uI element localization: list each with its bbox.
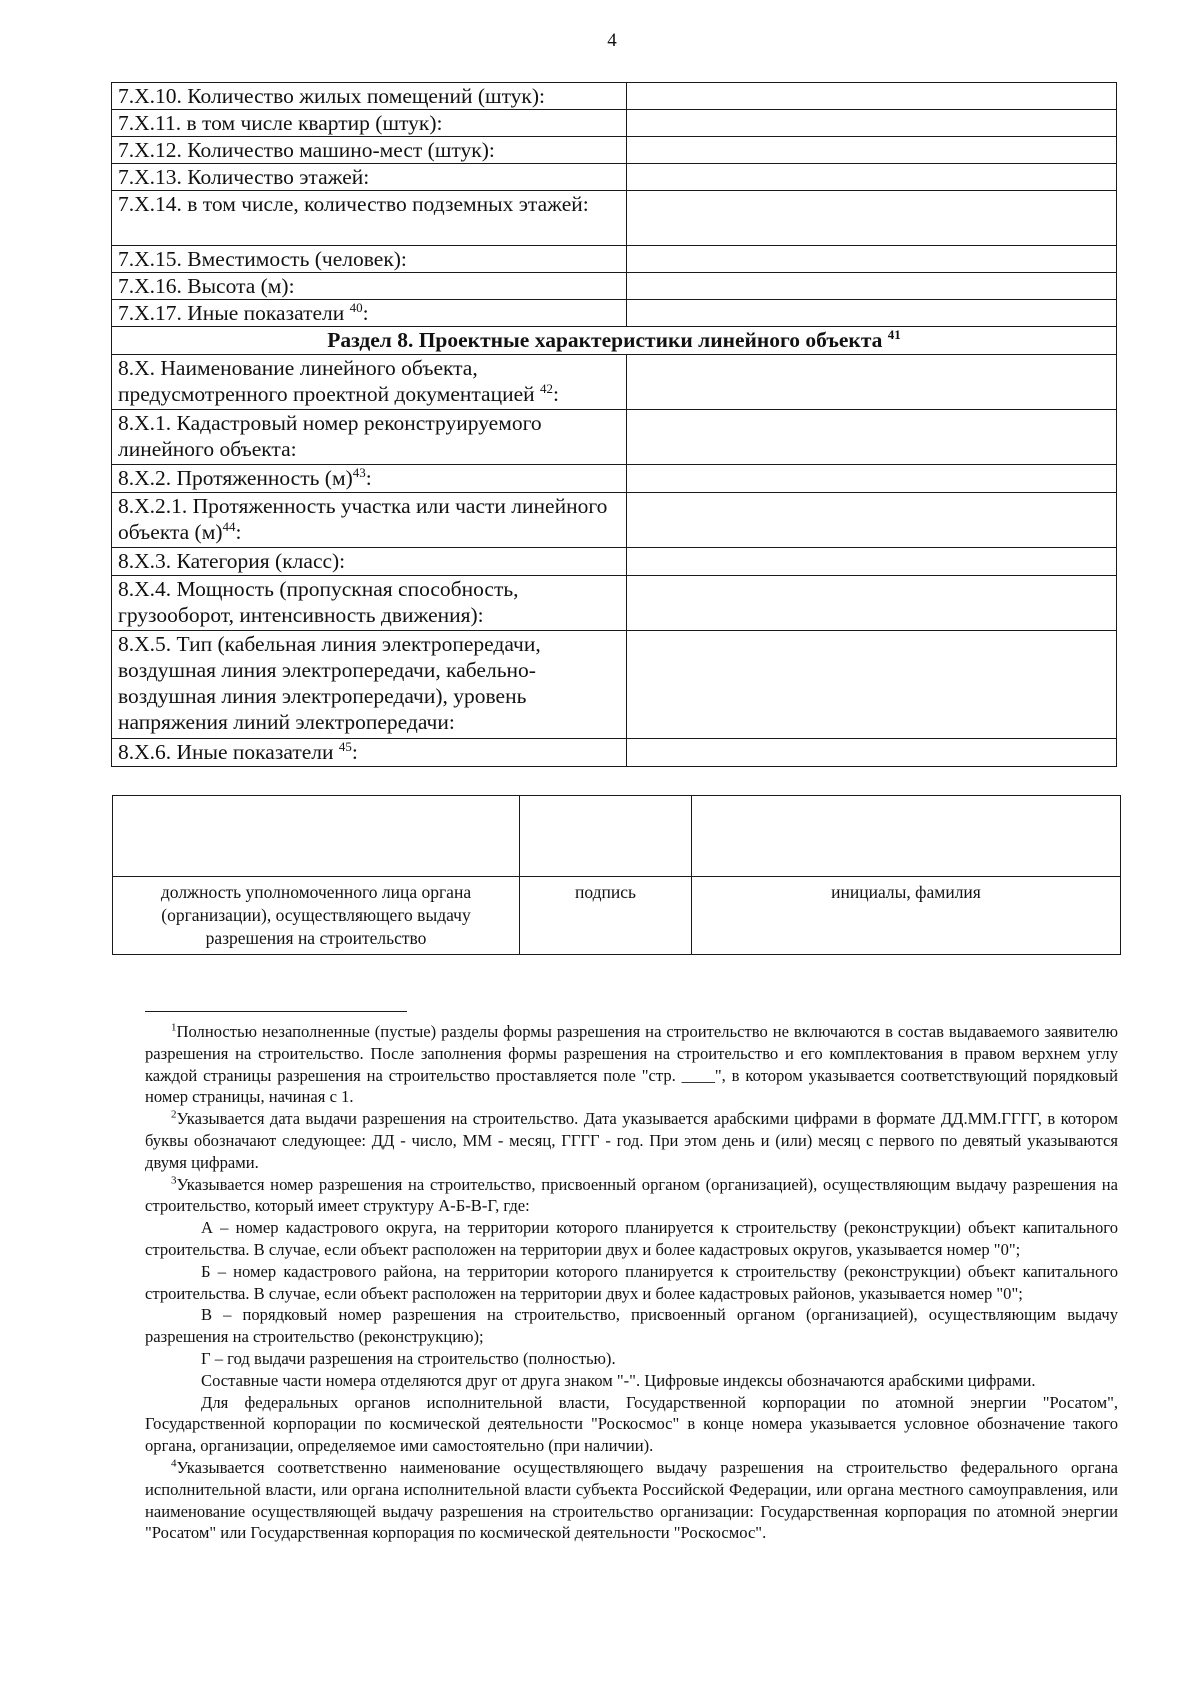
row-value [627,493,1117,548]
table-row [112,273,1117,300]
table-row [112,739,1117,767]
row-label [112,493,627,548]
page-number: 4 [607,30,617,51]
signature-caption: подпись [520,877,692,955]
footnote-ref: 43 [352,464,366,480]
footnote-paragraph: А – номер кадастрового округа, на территории которого планируется к строительству (реконструкции) объект капитального строительства. В случае, если объект расположен на территории двух и более кадастровых округов, указывается номер "0"; [145,1218,1118,1259]
footnote-ref: 44 [222,518,236,534]
row-label [112,355,627,410]
table-row [112,300,1117,327]
row-value [627,548,1117,576]
footnote-ref: 41 [887,326,901,342]
row-label-text: 8.X. Наименование линейного объекта, предусмотренного проектной документацией [118,356,535,406]
row-value [627,465,1117,493]
row-label-text: 8.X.2. Протяженность (м) [118,466,353,490]
row-value [627,576,1117,631]
row-label [112,465,627,493]
row-label: 8.X.5. Тип (кабельная линия электропередачи, воздушная линия электропередачи, кабельно-воздушная линия электропередачи), уровень напряжения линий электропередачи: [112,631,627,739]
footnote [145,1108,1118,1173]
row-label-suffix: : [362,301,369,325]
row-value [627,137,1117,164]
footnote-text: Указывается соответственно наименование осуществляющего выдачу разрешения на строительство федерального органа исполнительной власти, или органа исполнительной власти субъекта Российской Федерации, или органа местного самоуправления, или наименование осуществляющей выдачу разрешения на строительство организации: Государственная корпорация по атомной энергии "Росатом" или Государственная корпорация по космической деятельности "Роскосмос". [145,1457,1118,1543]
name-field [692,796,1121,877]
table-row [112,164,1117,191]
signature-block [112,795,1121,955]
footnote-mark: 4 [171,1457,177,1470]
table-row [112,548,1117,576]
row-value [627,273,1117,300]
footnote-paragraph: Для федеральных органов исполнительной власти, Государственной корпорации по атомной энергии "Росатом", Государственной корпорации по космической деятельности "Роскосмос" в конце номера указывается условное обозначение такого органа, организации, определяемое ими самостоятельно (при наличии). [145,1392,1118,1456]
row-value [627,110,1117,137]
footnote-ref: 42 [540,380,554,396]
row-value [627,164,1117,191]
row-label: 8.X.3. Категория (класс): [112,548,627,576]
footnote [145,1457,1118,1544]
table-row [112,410,1117,465]
table-row [112,493,1117,548]
signature-blank-row [113,796,1121,877]
table-row [112,246,1117,273]
footnote-ref: 45 [338,738,352,754]
table-row [112,110,1117,137]
table-row [112,191,1117,246]
table-row [112,137,1117,164]
table-row [112,355,1117,410]
row-label [112,300,627,327]
signature-field [520,796,692,877]
table-row [112,631,1117,739]
footnote-paragraph: Г – год выдачи разрешения на строительство (полностью). [201,1348,616,1368]
row-value [627,191,1117,246]
row-label: 7.X.16. Высота (м): [112,273,627,300]
row-value [627,410,1117,465]
footnote-text: Указывается дата выдачи разрешения на строительство. Дата указывается арабскими цифрами в формате ДД.ММ.ГГГГ, в котором буквы обозначают следующее: ДД - число, ММ - месяц, ГГГГ - год. При этом день и (или) месяц с первого по девятый указываются двумя цифрами. [145,1109,1118,1172]
row-label [112,739,627,767]
section-header-row [112,327,1117,355]
row-label: 7.X.11. в том числе квартир (штук): [112,110,627,137]
footnote-text: Полностью незаполненные (пустые) разделы формы разрешения на строительство не включаются в состав выдаваемого заявителю разрешения на строительство. После заполнения формы разрешения на строительство и его комплектования в правом верхнем углу каждой страницы разрешения на строительство проставляется поле "стр. ____", в котором указывается соответствующий порядковый номер страницы, начиная с 1. [145,1022,1118,1107]
row-value [627,83,1117,110]
footnote-ref: 40 [349,299,363,315]
permit-characteristics-table [111,82,1117,767]
footnote [145,1021,1118,1108]
footnote [145,1174,1118,1218]
footnote-paragraph: Составные части номера отделяются друг от друга знаком "-". Цифровые индексы обозначаются арабскими цифрами. [201,1370,1036,1390]
table-row [112,465,1117,493]
table-row [112,576,1117,631]
row-value [627,355,1117,410]
row-label: 7.X.10. Количество жилых помещений (штук): [112,83,627,110]
row-label: 7.X.15. Вместимость (человек): [112,246,627,273]
row-label: 7.X.12. Количество машино-мест (штук): [112,137,627,164]
row-label-suffix: : [351,740,358,764]
footnote-mark: 2 [171,1108,177,1121]
signature-caption-row [113,877,1121,955]
row-value [627,631,1117,739]
row-label-suffix: : [365,466,372,490]
table-row [112,83,1117,110]
row-label: 8.X.4. Мощность (пропускная способность, грузооборот, интенсивность движения): [112,576,627,631]
section-8-title [112,327,1117,355]
position-field [113,796,520,877]
name-caption: инициалы, фамилия [692,877,1121,955]
row-label-text: 8.X.6. Иные показатели [118,740,334,764]
footnotes [145,1021,1118,1544]
row-label: 7.X.13. Количество этажей: [112,164,627,191]
row-label-suffix: : [235,520,242,544]
row-label: 7.X.14. в том числе, количество подземных этажей: [112,191,627,246]
footnote-paragraph: Б – номер кадастрового района, на территории которого планируется к строительству (реконструкции) объект капитального строительства. В случае, если объект расположен на территории двух и более кадастровых районов, указывается номер "0"; [145,1261,1118,1303]
row-label-text: 7.X.17. Иные показатели [118,301,345,325]
row-value [627,739,1117,767]
footnote-mark: 1 [171,1021,177,1034]
row-label-text: 8.X.2.1. Протяженность участка или части линейного объекта (м) [118,494,608,544]
footnote-paragraph: В – порядковый номер разрешения на строительство, присвоенный органом (организацией), осуществляющим выдачу разрешения на строительство (реконструкцию); [145,1305,1118,1347]
row-label-suffix: : [553,382,560,406]
row-value [627,300,1117,327]
row-value [627,246,1117,273]
footnote-text: Указывается номер разрешения на строительство, присвоенный органом (организацией), осуществляющим выдачу разрешения на строительство, который имеет структуру А-Б-В-Г, где: [145,1174,1118,1216]
section-title-text: Раздел 8. Проектные характеристики линейного объекта [327,328,883,352]
footnote-mark: 3 [171,1174,177,1187]
position-caption: должность уполномоченного лица органа (организации), осуществляющего выдачу разрешения на строительство [113,877,520,955]
footnote-separator [145,1011,407,1012]
row-label: 8.X.1. Кадастровый номер реконструируемого линейного объекта: [112,410,627,465]
